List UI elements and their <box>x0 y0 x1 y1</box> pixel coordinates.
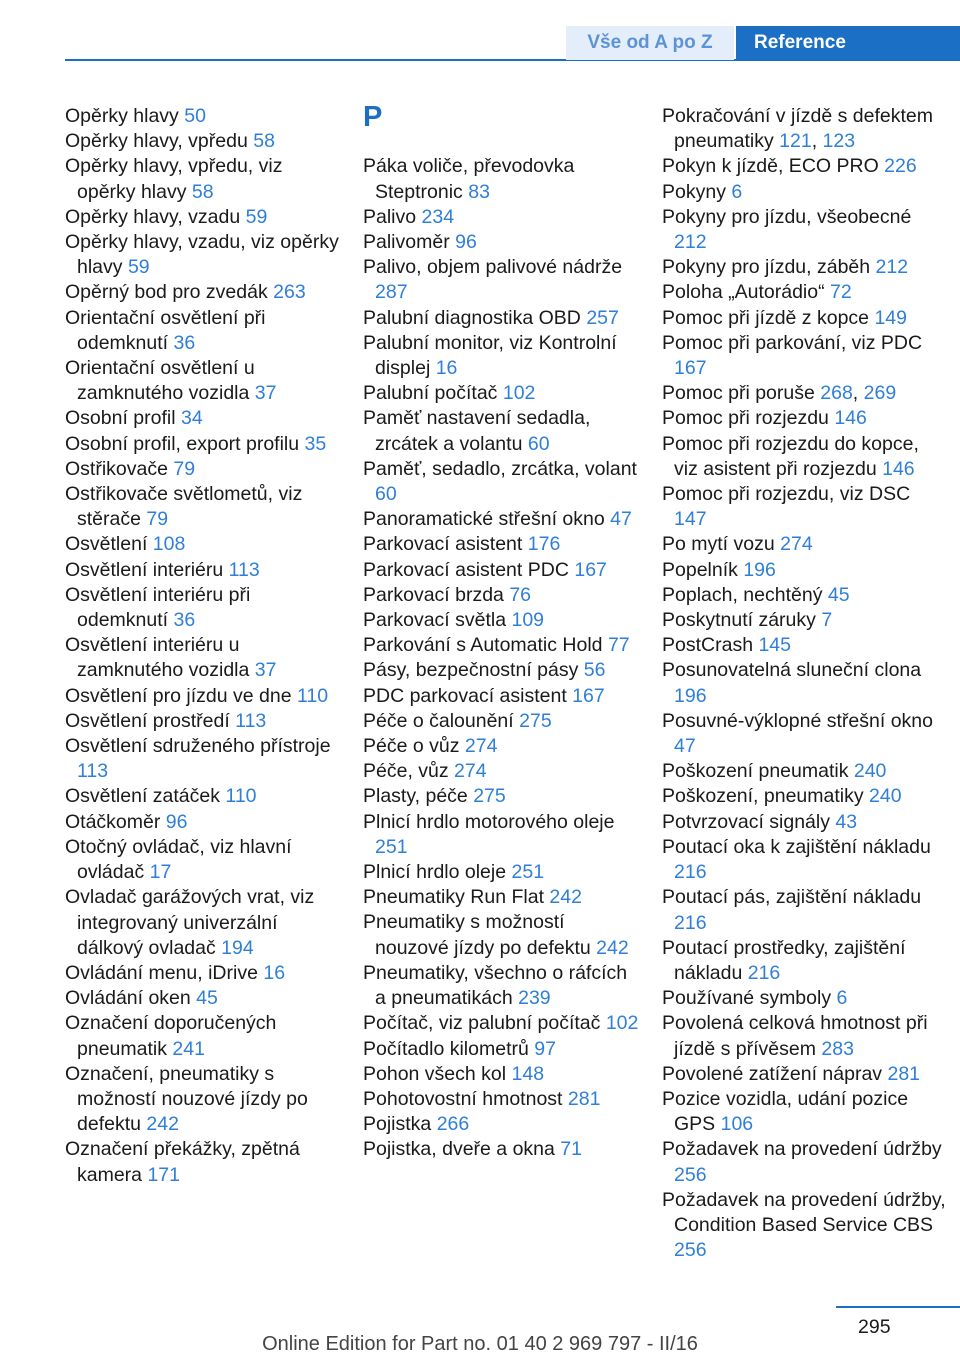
page-link[interactable]: 36 <box>173 609 196 632</box>
entry-term: Posunovatelná sluneční clona <box>662 659 922 682</box>
page-link[interactable]: 96 <box>455 231 477 253</box>
page-link[interactable]: 257 <box>586 306 619 329</box>
entry-term: Osvětlení interiéru u zamknutého vozidla <box>65 634 255 682</box>
index-entry <box>65 684 345 709</box>
entry-term: Pokyn k jízdě, ECO PRO <box>662 155 885 178</box>
index-entry <box>65 205 345 230</box>
page-link[interactable]: 76 <box>509 583 532 606</box>
entry-term: Pneumatiky, všechno o ráfcích a pneumatikách <box>363 961 628 1010</box>
entry-term: Osvětlení zatáček <box>65 785 226 808</box>
index-column-1 <box>65 104 345 1188</box>
page-link[interactable]: 110 <box>225 785 257 808</box>
page-link[interactable]: 216 <box>747 961 781 984</box>
index-entry <box>662 558 947 583</box>
index-entry <box>363 558 643 583</box>
index-entry <box>363 406 643 456</box>
page-link[interactable]: 60 <box>375 483 397 506</box>
page-link[interactable]: 171 <box>147 1163 180 1186</box>
page-link[interactable]: 7 <box>821 609 833 632</box>
entry-term: Péče, vůz <box>363 760 455 783</box>
index-entry <box>65 1062 345 1138</box>
index-entry <box>65 356 345 406</box>
entry-term: Parkovací světla <box>363 609 512 632</box>
index-entry <box>662 633 947 658</box>
page-link[interactable]: 216 <box>674 861 707 884</box>
page-link[interactable]: 123 <box>822 130 856 153</box>
index-column-3 <box>662 104 947 1263</box>
page-link[interactable]: 6 <box>836 987 848 1010</box>
index-entry <box>662 255 947 280</box>
index-entry <box>662 280 947 305</box>
index-entry <box>662 835 947 885</box>
entry-term: Plnicí hrdlo motorového oleje <box>363 810 615 833</box>
index-entry <box>65 482 345 532</box>
entry-term: Pomoc při rozjezdu <box>662 407 835 430</box>
entry-term: Otáčkoměr <box>65 810 166 833</box>
index-entry <box>662 205 947 255</box>
entry-term: Osobní profil <box>65 407 181 430</box>
page-link[interactable]: 269 <box>863 382 897 405</box>
entry-term: Označení doporučených pneumatik <box>65 1012 277 1060</box>
page-link[interactable]: 148 <box>511 1062 545 1085</box>
index-entry <box>363 608 643 633</box>
entry-term: Plasty, péče <box>363 785 474 808</box>
index-entry <box>363 860 643 885</box>
index-entry <box>662 1188 947 1264</box>
index-entry <box>363 306 643 331</box>
index-entry <box>363 230 643 255</box>
page-link[interactable]: 226 <box>884 155 917 178</box>
page-link[interactable]: 56 <box>583 659 606 682</box>
page-link[interactable]: 50 <box>184 105 206 127</box>
page-link[interactable]: 16 <box>263 961 286 984</box>
page-link[interactable]: 287 <box>375 281 408 304</box>
index-entry <box>65 734 345 784</box>
entry-term: Pomoc při rozjezdu do kopce, viz asistent při rozjezdu <box>662 432 919 480</box>
index-entry <box>363 1112 643 1137</box>
entry-term: Poškození, pneumatiky <box>662 785 870 808</box>
entry-term: Orientační osvětlení u zamknutého vozidla <box>65 357 255 405</box>
index-entry <box>662 759 947 784</box>
page-link[interactable]: 274 <box>780 533 813 556</box>
entry-term: Pneumatiky Run Flat <box>363 886 550 909</box>
page-link[interactable]: 37 <box>254 382 277 405</box>
page-link[interactable]: 79 <box>173 457 196 480</box>
page-link[interactable]: 34 <box>180 407 203 430</box>
entry-term: Poloha „Autorádio“ <box>662 281 831 304</box>
index-entry <box>662 810 947 835</box>
entry-term: Osvětlení <box>65 533 153 556</box>
index-entry <box>65 532 345 557</box>
entry-term: Po mytí vozu <box>662 533 781 556</box>
entry-term: Opěrky hlavy <box>65 105 185 127</box>
entry-term: Osvětlení interiéru při odemknutí <box>65 583 251 632</box>
index-entry <box>363 1087 643 1112</box>
entry-term: Opěrky hlavy, vzadu <box>65 205 246 228</box>
index-entry <box>363 154 643 204</box>
entry-term: Palubní diagnostika OBD <box>363 306 587 329</box>
page-link[interactable]: 242 <box>596 936 629 959</box>
index-entry <box>363 1137 643 1162</box>
page-link[interactable]: 102 <box>605 1012 639 1035</box>
chapter-tab[interactable]: Reference <box>736 26 960 60</box>
index-entry <box>65 558 345 583</box>
index-entry <box>662 482 947 532</box>
page-link[interactable]: 242 <box>146 1113 179 1136</box>
index-entry <box>662 784 947 809</box>
edition-footer: Online Edition for Part no. 01 40 2 969 797 - II/16 <box>262 1333 698 1355</box>
page-link[interactable]: 242 <box>549 886 582 909</box>
index-entry <box>65 961 345 986</box>
index-entry <box>363 658 643 683</box>
index-entry <box>662 1062 947 1087</box>
index-entry <box>662 154 947 179</box>
index-entry <box>662 532 947 557</box>
page-link[interactable]: 83 <box>468 180 490 203</box>
index-entry <box>363 633 643 658</box>
index-letter-heading: P <box>363 101 383 133</box>
entry-term: Opěrky hlavy, vzadu, viz opěrky hlavy <box>65 231 339 279</box>
entry-term: Osvětlení sdruženého přístroje <box>65 735 331 758</box>
page-link[interactable]: 167 <box>574 558 607 581</box>
entry-term: Ovladač garážových vrat, viz integrovaný univerzální dálkový ovladač <box>65 886 315 959</box>
entry-term: Počítadlo kilometrů <box>363 1037 535 1060</box>
page-link[interactable]: 113 <box>77 760 109 783</box>
entry-term: Plnicí hrdlo oleje <box>363 861 512 884</box>
page-link[interactable]: 196 <box>743 558 776 581</box>
entry-term: Osobní profil, export profilu <box>65 432 305 455</box>
index-entry <box>662 331 947 381</box>
index-entry <box>363 759 643 784</box>
index-entry <box>363 255 643 305</box>
page-link[interactable]: 240 <box>853 760 887 783</box>
entry-term: Pojistka, dveře a okna <box>363 1138 561 1161</box>
page-link[interactable]: 16 <box>435 357 458 380</box>
index-entry <box>662 608 947 633</box>
entry-term: Pozice vozidla, udání pozice GPS <box>662 1087 909 1136</box>
page-link[interactable]: 110 <box>296 684 329 707</box>
page-link[interactable]: 45 <box>827 583 850 606</box>
page-link[interactable]: 268 <box>820 382 853 405</box>
page-link[interactable]: 281 <box>567 1087 601 1110</box>
page-link[interactable]: 79 <box>146 508 169 531</box>
index-entry <box>363 583 643 608</box>
entry-term: Ovládání menu, iDrive <box>65 961 264 984</box>
index-column-2 <box>363 101 643 1163</box>
index-entry <box>65 280 345 305</box>
index-entry <box>363 961 643 1011</box>
index-entry <box>363 684 643 709</box>
page-link[interactable]: 275 <box>519 709 552 732</box>
entry-term: Poplach, nechtěný <box>662 583 828 606</box>
entry-term: Palivo, objem palivové nádrže <box>363 256 623 279</box>
index-entry <box>363 810 643 860</box>
page-link[interactable]: 47 <box>674 735 696 758</box>
entry-term: Paměť nastavení sedadla, zrcátek a volantu <box>363 407 591 455</box>
entry-term: Označení překážky, zpětná kamera <box>65 1138 300 1186</box>
page-link[interactable]: 167 <box>572 684 605 707</box>
page-link[interactable]: 147 <box>674 508 707 531</box>
entry-term: Potvrzovací signály <box>662 810 836 833</box>
page-link[interactable]: 241 <box>172 1037 205 1060</box>
index-entry <box>65 306 345 356</box>
page-link[interactable]: 256 <box>674 1163 707 1186</box>
index-entry <box>65 432 345 457</box>
page-link[interactable]: 176 <box>527 533 561 556</box>
entry-term: Péče o vůz <box>363 735 465 758</box>
index-entry <box>65 1137 345 1187</box>
page-link[interactable]: 239 <box>518 987 551 1010</box>
page-number: 295 <box>858 1316 891 1338</box>
index-entry <box>65 810 345 835</box>
index-entry <box>363 734 643 759</box>
index-entry <box>662 986 947 1011</box>
index-entry <box>65 583 345 633</box>
entry-term: PDC parkovací asistent <box>363 684 573 707</box>
page-link[interactable]: 121 <box>779 130 812 153</box>
index-entry <box>65 709 345 734</box>
page-link[interactable]: 109 <box>511 609 545 632</box>
page-link[interactable]: 58 <box>191 180 214 203</box>
entry-term: Parkovací brzda <box>363 583 510 606</box>
entry-term: Pokyny pro jízdu, všeobecné <box>662 205 912 228</box>
entry-term: Pokračování v jízdě s defektem pneumatiky <box>662 105 933 153</box>
entry-term: Pneumatiky s možností nouzové jízdy po defektu <box>363 911 597 959</box>
index-entry <box>363 457 643 507</box>
page-link[interactable]: 6 <box>731 180 743 203</box>
entry-term: Pásy, bezpečnostní pásy <box>363 659 584 682</box>
index-entry <box>662 432 947 482</box>
index-entry <box>65 986 345 1011</box>
index-entry <box>65 129 345 154</box>
entry-term: Pohotovostní hmotnost <box>363 1087 568 1110</box>
entry-term: Palivo <box>363 205 422 228</box>
page-link[interactable]: 35 <box>304 432 327 455</box>
page-link[interactable]: 59 <box>127 256 150 279</box>
entry-term: Pomoc při parkování, viz PDC <box>662 331 923 354</box>
entry-term: PostCrash <box>662 634 759 657</box>
page-link[interactable]: 145 <box>758 634 791 657</box>
entry-term: Opěrky hlavy, vpředu <box>65 130 254 153</box>
index-entry <box>363 784 643 809</box>
index-entry <box>662 406 947 431</box>
section-tab[interactable]: Vše od A po Z <box>566 26 734 60</box>
index-entry <box>65 633 345 683</box>
entry-term: Pokyny pro jízdu, záběh <box>662 256 876 279</box>
page-link[interactable]: 102 <box>502 382 536 405</box>
page-link[interactable]: 275 <box>473 785 506 808</box>
entry-term: Posuvné-výklopné střešní okno <box>662 709 933 732</box>
page-link[interactable]: 146 <box>882 457 915 480</box>
index-entry <box>65 230 345 280</box>
index-entry <box>662 658 947 708</box>
page-link[interactable]: 283 <box>821 1037 854 1060</box>
entry-term: Označení, pneumatiky s možností nouzové jízdy po defektu <box>65 1062 308 1136</box>
index-entry <box>65 835 345 885</box>
entry-term: Osvětlení interiéru <box>65 558 229 581</box>
entry-term: Pomoc při poruše <box>662 382 821 405</box>
entry-term: Požadavek na provedení údržby <box>662 1138 942 1161</box>
entry-term: Povolená celková hmotnost při jízdě s přívěsem <box>662 1012 928 1060</box>
index-entry <box>662 1087 947 1137</box>
entry-term: Paměť, sedadlo, zrcátka, volant <box>363 457 637 480</box>
index-entry <box>662 1011 947 1061</box>
page-link[interactable]: 106 <box>720 1113 754 1136</box>
index-entry <box>363 1062 643 1087</box>
index-entry <box>662 709 947 759</box>
entry-term: Ostřikovače světlometů, viz stěrače <box>65 483 303 531</box>
index-entry <box>662 885 947 935</box>
entry-term: Poskytnutí záruky <box>662 609 822 632</box>
page-separator: , <box>811 130 823 153</box>
entry-term: Otočný ovládač, viz hlavní ovládač <box>65 835 292 884</box>
entry-term: Panoramatické střešní okno <box>363 508 611 531</box>
entry-term: Pohon všech kol <box>363 1062 512 1085</box>
page-link[interactable]: 149 <box>874 306 907 329</box>
index-entry <box>662 1137 947 1187</box>
page-link[interactable]: 240 <box>869 785 902 808</box>
index-entry <box>363 1037 643 1062</box>
page-link[interactable]: 113 <box>235 709 267 732</box>
entry-term: Poutací pás, zajištění nákladu <box>662 886 922 909</box>
page-link[interactable]: 281 <box>887 1062 921 1085</box>
page-separator: , <box>852 382 864 405</box>
entry-term: Parkovací asistent PDC <box>363 558 575 581</box>
index-entry <box>65 406 345 431</box>
entry-term: Poškození pneumatik <box>662 760 854 783</box>
entry-term: Poutací prostředky, zajištění nákladu <box>662 936 906 984</box>
entry-term: Pokyny <box>662 180 732 203</box>
index-entry <box>65 457 345 482</box>
page-link[interactable]: 17 <box>149 861 172 884</box>
entry-term: Pojistka <box>363 1113 437 1136</box>
page-link[interactable]: 216 <box>674 911 707 934</box>
entry-term: Parkování s Automatic Hold <box>363 634 608 657</box>
entry-term: Počítač, viz palubní počítač <box>363 1012 606 1035</box>
entry-term: Opěrný bod pro zvedák <box>65 281 274 304</box>
page-link[interactable]: 263 <box>273 281 306 304</box>
page-link[interactable]: 266 <box>436 1113 470 1136</box>
page-link[interactable]: 194 <box>221 936 254 959</box>
entry-term: Požadavek na provedení údržby, Condition Based Service CBS <box>662 1188 946 1236</box>
index-entry <box>363 1011 643 1036</box>
index-entry <box>363 910 643 960</box>
index-entry <box>662 306 947 331</box>
page-link[interactable]: 108 <box>152 533 186 556</box>
page-link[interactable]: 77 <box>607 634 630 657</box>
page-link[interactable]: 167 <box>674 357 707 380</box>
entry-term: Palivoměr <box>363 231 456 253</box>
page-link[interactable]: 146 <box>834 407 867 430</box>
entry-term: Povolené zatížení náprav <box>662 1062 888 1085</box>
page-link[interactable]: 58 <box>253 130 275 153</box>
page-link[interactable]: 256 <box>674 1239 707 1262</box>
index-entry <box>662 180 947 205</box>
entry-term: Používané symboly <box>662 987 837 1010</box>
page-link[interactable]: 45 <box>196 987 218 1010</box>
index-entry <box>363 331 643 381</box>
page-link[interactable]: 251 <box>511 861 545 884</box>
entry-term: Pomoc při rozjezdu, viz DSC <box>662 483 911 506</box>
page-link[interactable]: 274 <box>454 760 487 783</box>
index-entry <box>363 205 643 230</box>
index-entry <box>662 381 947 406</box>
index-entry <box>363 709 643 734</box>
entry-term: Ostřikovače <box>65 457 174 480</box>
entry-term: Péče o čalounění <box>363 709 520 732</box>
entry-term: Ovládání oken <box>65 987 197 1010</box>
page-link[interactable]: 113 <box>228 558 260 581</box>
page-link[interactable]: 60 <box>527 432 550 455</box>
entry-term: Pomoc při jízdě z kopce <box>662 306 875 329</box>
page-link[interactable]: 71 <box>560 1138 582 1161</box>
entry-term: Osvětlení prostředí <box>65 709 236 732</box>
index-entry <box>662 583 947 608</box>
entry-term: Parkovací asistent <box>363 533 528 556</box>
index-entry <box>65 154 345 204</box>
page-link[interactable]: 96 <box>165 810 188 833</box>
index-entry <box>363 381 643 406</box>
page-link[interactable]: 43 <box>835 810 858 833</box>
page-link[interactable]: 196 <box>674 684 707 707</box>
entry-term: Popelník <box>662 558 744 581</box>
page-link[interactable]: 212 <box>875 256 909 279</box>
index-entry <box>65 1011 345 1061</box>
page-link[interactable]: 97 <box>534 1037 556 1060</box>
entry-term: Orientační osvětlení při odemknutí <box>65 306 266 354</box>
page-link[interactable]: 47 <box>610 508 632 531</box>
entry-term: Palubní počítač <box>363 382 503 405</box>
page-link[interactable]: 234 <box>421 205 455 228</box>
index-entry <box>65 885 345 961</box>
index-entry <box>65 104 345 129</box>
entry-term: Palubní monitor, viz Kontrolní displej <box>363 331 617 380</box>
entry-term: Poutací oka k zajištění nákladu <box>662 835 931 858</box>
entry-term: Osvětlení pro jízdu ve dne <box>65 684 297 707</box>
page-link[interactable]: 251 <box>375 835 408 858</box>
page-link[interactable]: 212 <box>674 231 707 254</box>
page-link[interactable]: 72 <box>830 281 852 304</box>
index-entry <box>662 104 947 154</box>
index-entry <box>662 936 947 986</box>
footer-rule <box>836 1306 960 1308</box>
index-entry <box>363 885 643 910</box>
index-entry <box>363 507 643 532</box>
entry-term: Páka voliče, převodovka Steptronic <box>363 155 575 203</box>
page-link[interactable]: 37 <box>254 659 277 682</box>
entry-term: Opěrky hlavy, vpředu, viz opěrky hlavy <box>65 155 283 203</box>
page-link[interactable]: 59 <box>245 205 268 228</box>
page-link[interactable]: 36 <box>173 331 196 354</box>
index-entry <box>363 532 643 557</box>
page-link[interactable]: 274 <box>464 735 498 758</box>
index-entry <box>65 784 345 809</box>
